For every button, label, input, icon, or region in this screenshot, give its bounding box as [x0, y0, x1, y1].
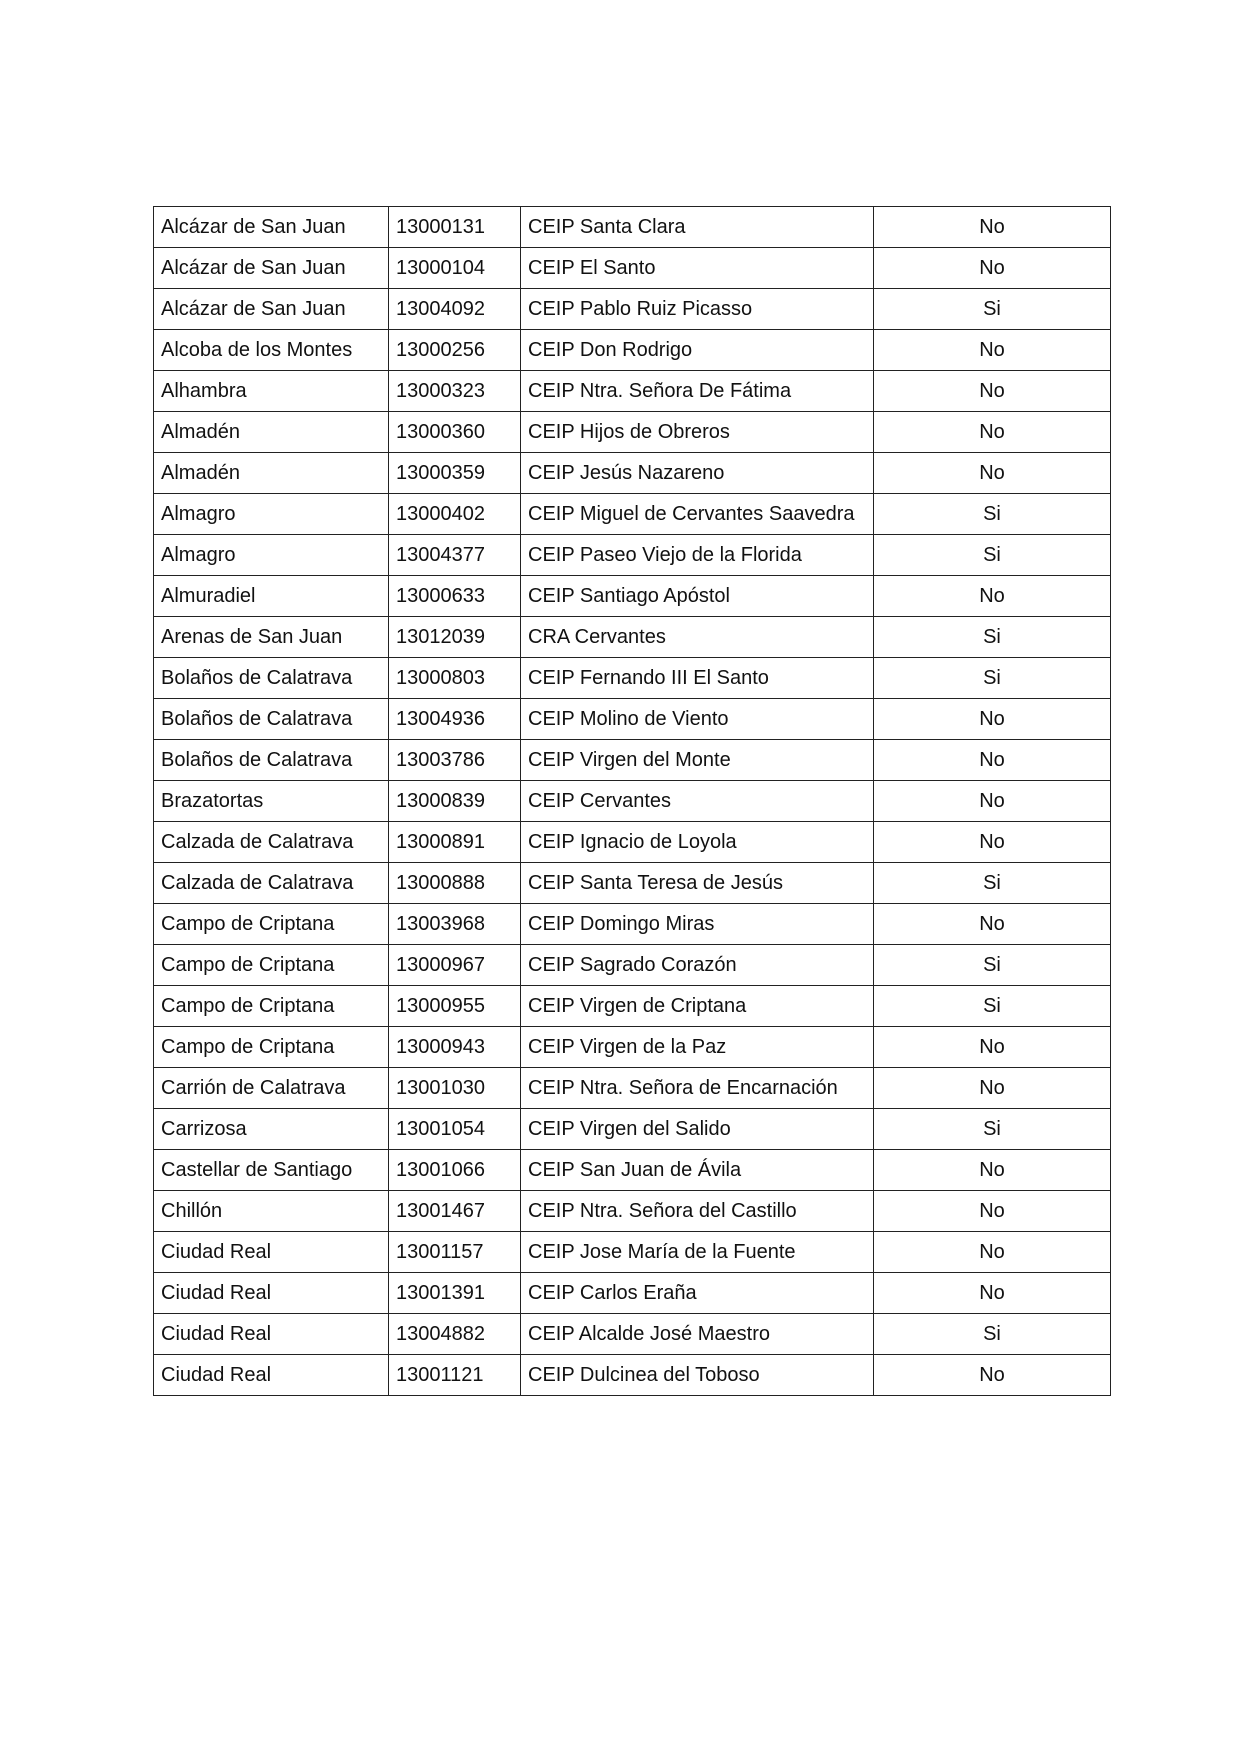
center-code-cell: 13000943	[389, 1027, 521, 1068]
center-code-cell: 13012039	[389, 617, 521, 658]
center-code-cell: 13004377	[389, 535, 521, 576]
table-row	[154, 535, 1111, 576]
yes-no-cell: No	[874, 1191, 1111, 1232]
center-code-cell: 13004092	[389, 289, 521, 330]
center-code-cell: 13000359	[389, 453, 521, 494]
yes-no-cell: Si	[874, 863, 1111, 904]
municipality-cell: Alcoba de los Montes	[154, 330, 389, 371]
yes-no-cell: No	[874, 781, 1111, 822]
center-code-cell: 13000888	[389, 863, 521, 904]
center-name-cell: CEIP Molino de Viento	[521, 699, 874, 740]
center-code-cell: 13001054	[389, 1109, 521, 1150]
center-code-cell: 13001066	[389, 1150, 521, 1191]
center-code-cell: 13000131	[389, 207, 521, 248]
yes-no-cell: No	[874, 576, 1111, 617]
table-row	[154, 740, 1111, 781]
center-name-cell: CEIP Santa Teresa de Jesús	[521, 863, 874, 904]
yes-no-cell: No	[874, 371, 1111, 412]
municipality-cell: Ciudad Real	[154, 1232, 389, 1273]
yes-no-cell: Si	[874, 945, 1111, 986]
center-name-cell: CEIP Don Rodrigo	[521, 330, 874, 371]
municipality-cell: Chillón	[154, 1191, 389, 1232]
yes-no-cell: No	[874, 453, 1111, 494]
yes-no-cell: No	[874, 412, 1111, 453]
center-code-cell: 13001030	[389, 1068, 521, 1109]
yes-no-cell: No	[874, 248, 1111, 289]
table-row	[154, 1314, 1111, 1355]
municipality-cell: Almagro	[154, 535, 389, 576]
table-row	[154, 412, 1111, 453]
municipality-cell: Alcázar de San Juan	[154, 289, 389, 330]
table-row	[154, 1273, 1111, 1314]
municipality-cell: Ciudad Real	[154, 1314, 389, 1355]
yes-no-cell: Si	[874, 289, 1111, 330]
municipality-cell: Alcázar de San Juan	[154, 248, 389, 289]
center-name-cell: CEIP Jesús Nazareno	[521, 453, 874, 494]
yes-no-cell: Si	[874, 494, 1111, 535]
center-name-cell: CEIP Ntra. Señora De Fátima	[521, 371, 874, 412]
yes-no-cell: No	[874, 1150, 1111, 1191]
municipality-cell: Almadén	[154, 412, 389, 453]
center-code-cell: 13000839	[389, 781, 521, 822]
yes-no-cell: No	[874, 740, 1111, 781]
yes-no-cell: Si	[874, 1109, 1111, 1150]
municipality-cell: Bolaños de Calatrava	[154, 658, 389, 699]
center-name-cell: CEIP Domingo Miras	[521, 904, 874, 945]
municipality-cell: Brazatortas	[154, 781, 389, 822]
municipality-cell: Carrizosa	[154, 1109, 389, 1150]
center-code-cell: 13000955	[389, 986, 521, 1027]
center-name-cell: CEIP Sagrado Corazón	[521, 945, 874, 986]
municipality-cell: Bolaños de Calatrava	[154, 740, 389, 781]
center-name-cell: CEIP Ntra. Señora del Castillo	[521, 1191, 874, 1232]
municipality-cell: Almuradiel	[154, 576, 389, 617]
center-name-cell: CEIP El Santo	[521, 248, 874, 289]
table-row	[154, 1191, 1111, 1232]
center-name-cell: CEIP San Juan de Ávila	[521, 1150, 874, 1191]
table-row	[154, 494, 1111, 535]
center-code-cell: 13000967	[389, 945, 521, 986]
table-row	[154, 207, 1111, 248]
municipality-cell: Campo de Criptana	[154, 986, 389, 1027]
table-row	[154, 330, 1111, 371]
center-name-cell: CEIP Miguel de Cervantes Saavedra	[521, 494, 874, 535]
yes-no-cell: No	[874, 822, 1111, 863]
center-name-cell: CEIP Jose María de la Fuente	[521, 1232, 874, 1273]
center-code-cell: 13000104	[389, 248, 521, 289]
center-code-cell: 13000633	[389, 576, 521, 617]
yes-no-cell: Si	[874, 1314, 1111, 1355]
municipality-cell: Bolaños de Calatrava	[154, 699, 389, 740]
municipality-cell: Almagro	[154, 494, 389, 535]
yes-no-cell: No	[874, 1027, 1111, 1068]
center-code-cell: 13003786	[389, 740, 521, 781]
yes-no-cell: Si	[874, 658, 1111, 699]
table-row	[154, 289, 1111, 330]
municipality-cell: Campo de Criptana	[154, 945, 389, 986]
municipality-cell: Alcázar de San Juan	[154, 207, 389, 248]
center-name-cell: CEIP Ntra. Señora de Encarnación	[521, 1068, 874, 1109]
yes-no-cell: Si	[874, 986, 1111, 1027]
table-row	[154, 248, 1111, 289]
table-row	[154, 1355, 1111, 1396]
center-code-cell: 13000803	[389, 658, 521, 699]
table-row	[154, 658, 1111, 699]
center-name-cell: CEIP Cervantes	[521, 781, 874, 822]
center-name-cell: CEIP Ignacio de Loyola	[521, 822, 874, 863]
yes-no-cell: No	[874, 1232, 1111, 1273]
municipality-cell: Campo de Criptana	[154, 1027, 389, 1068]
table-row	[154, 1150, 1111, 1191]
center-name-cell: CEIP Carlos Eraña	[521, 1273, 874, 1314]
table-row	[154, 1027, 1111, 1068]
center-code-cell: 13001157	[389, 1232, 521, 1273]
table-row	[154, 1109, 1111, 1150]
yes-no-cell: Si	[874, 617, 1111, 658]
center-name-cell: CEIP Virgen del Monte	[521, 740, 874, 781]
table-row	[154, 617, 1111, 658]
table-row	[154, 986, 1111, 1027]
yes-no-cell: No	[874, 904, 1111, 945]
center-code-cell: 13000891	[389, 822, 521, 863]
table-row	[154, 1068, 1111, 1109]
yes-no-cell: No	[874, 1068, 1111, 1109]
center-code-cell: 13001467	[389, 1191, 521, 1232]
center-name-cell: CEIP Virgen del Salido	[521, 1109, 874, 1150]
yes-no-cell: No	[874, 1273, 1111, 1314]
municipality-cell: Campo de Criptana	[154, 904, 389, 945]
center-code-cell: 13004936	[389, 699, 521, 740]
schools-table	[153, 206, 1111, 1396]
municipality-cell: Ciudad Real	[154, 1355, 389, 1396]
center-code-cell: 13004882	[389, 1314, 521, 1355]
center-code-cell: 13000256	[389, 330, 521, 371]
center-code-cell: 13001391	[389, 1273, 521, 1314]
center-name-cell: CEIP Virgen de la Paz	[521, 1027, 874, 1068]
table-body	[154, 207, 1111, 1396]
table-row	[154, 453, 1111, 494]
center-name-cell: CEIP Alcalde José Maestro	[521, 1314, 874, 1355]
table-row	[154, 371, 1111, 412]
center-name-cell: CEIP Hijos de Obreros	[521, 412, 874, 453]
center-name-cell: CEIP Dulcinea del Toboso	[521, 1355, 874, 1396]
center-name-cell: CEIP Paseo Viejo de la Florida	[521, 535, 874, 576]
table-row	[154, 576, 1111, 617]
municipality-cell: Calzada de Calatrava	[154, 822, 389, 863]
table-row	[154, 904, 1111, 945]
center-name-cell: CEIP Santiago Apóstol	[521, 576, 874, 617]
center-code-cell: 13000360	[389, 412, 521, 453]
yes-no-cell: Si	[874, 535, 1111, 576]
municipality-cell: Calzada de Calatrava	[154, 863, 389, 904]
center-code-cell: 13000402	[389, 494, 521, 535]
center-name-cell: CEIP Virgen de Criptana	[521, 986, 874, 1027]
municipality-cell: Almadén	[154, 453, 389, 494]
table-row	[154, 945, 1111, 986]
yes-no-cell: No	[874, 330, 1111, 371]
table-row	[154, 822, 1111, 863]
table-row	[154, 781, 1111, 822]
center-code-cell: 13001121	[389, 1355, 521, 1396]
municipality-cell: Castellar de Santiago	[154, 1150, 389, 1191]
table-row	[154, 1232, 1111, 1273]
center-name-cell: CEIP Santa Clara	[521, 207, 874, 248]
center-name-cell: CEIP Fernando III El Santo	[521, 658, 874, 699]
yes-no-cell: No	[874, 699, 1111, 740]
center-code-cell: 13003968	[389, 904, 521, 945]
center-name-cell: CRA Cervantes	[521, 617, 874, 658]
yes-no-cell: No	[874, 207, 1111, 248]
municipality-cell: Carrión de Calatrava	[154, 1068, 389, 1109]
municipality-cell: Arenas de San Juan	[154, 617, 389, 658]
municipality-cell: Ciudad Real	[154, 1273, 389, 1314]
yes-no-cell: No	[874, 1355, 1111, 1396]
center-name-cell: CEIP Pablo Ruiz Picasso	[521, 289, 874, 330]
table-row	[154, 699, 1111, 740]
table-row	[154, 863, 1111, 904]
municipality-cell: Alhambra	[154, 371, 389, 412]
center-code-cell: 13000323	[389, 371, 521, 412]
